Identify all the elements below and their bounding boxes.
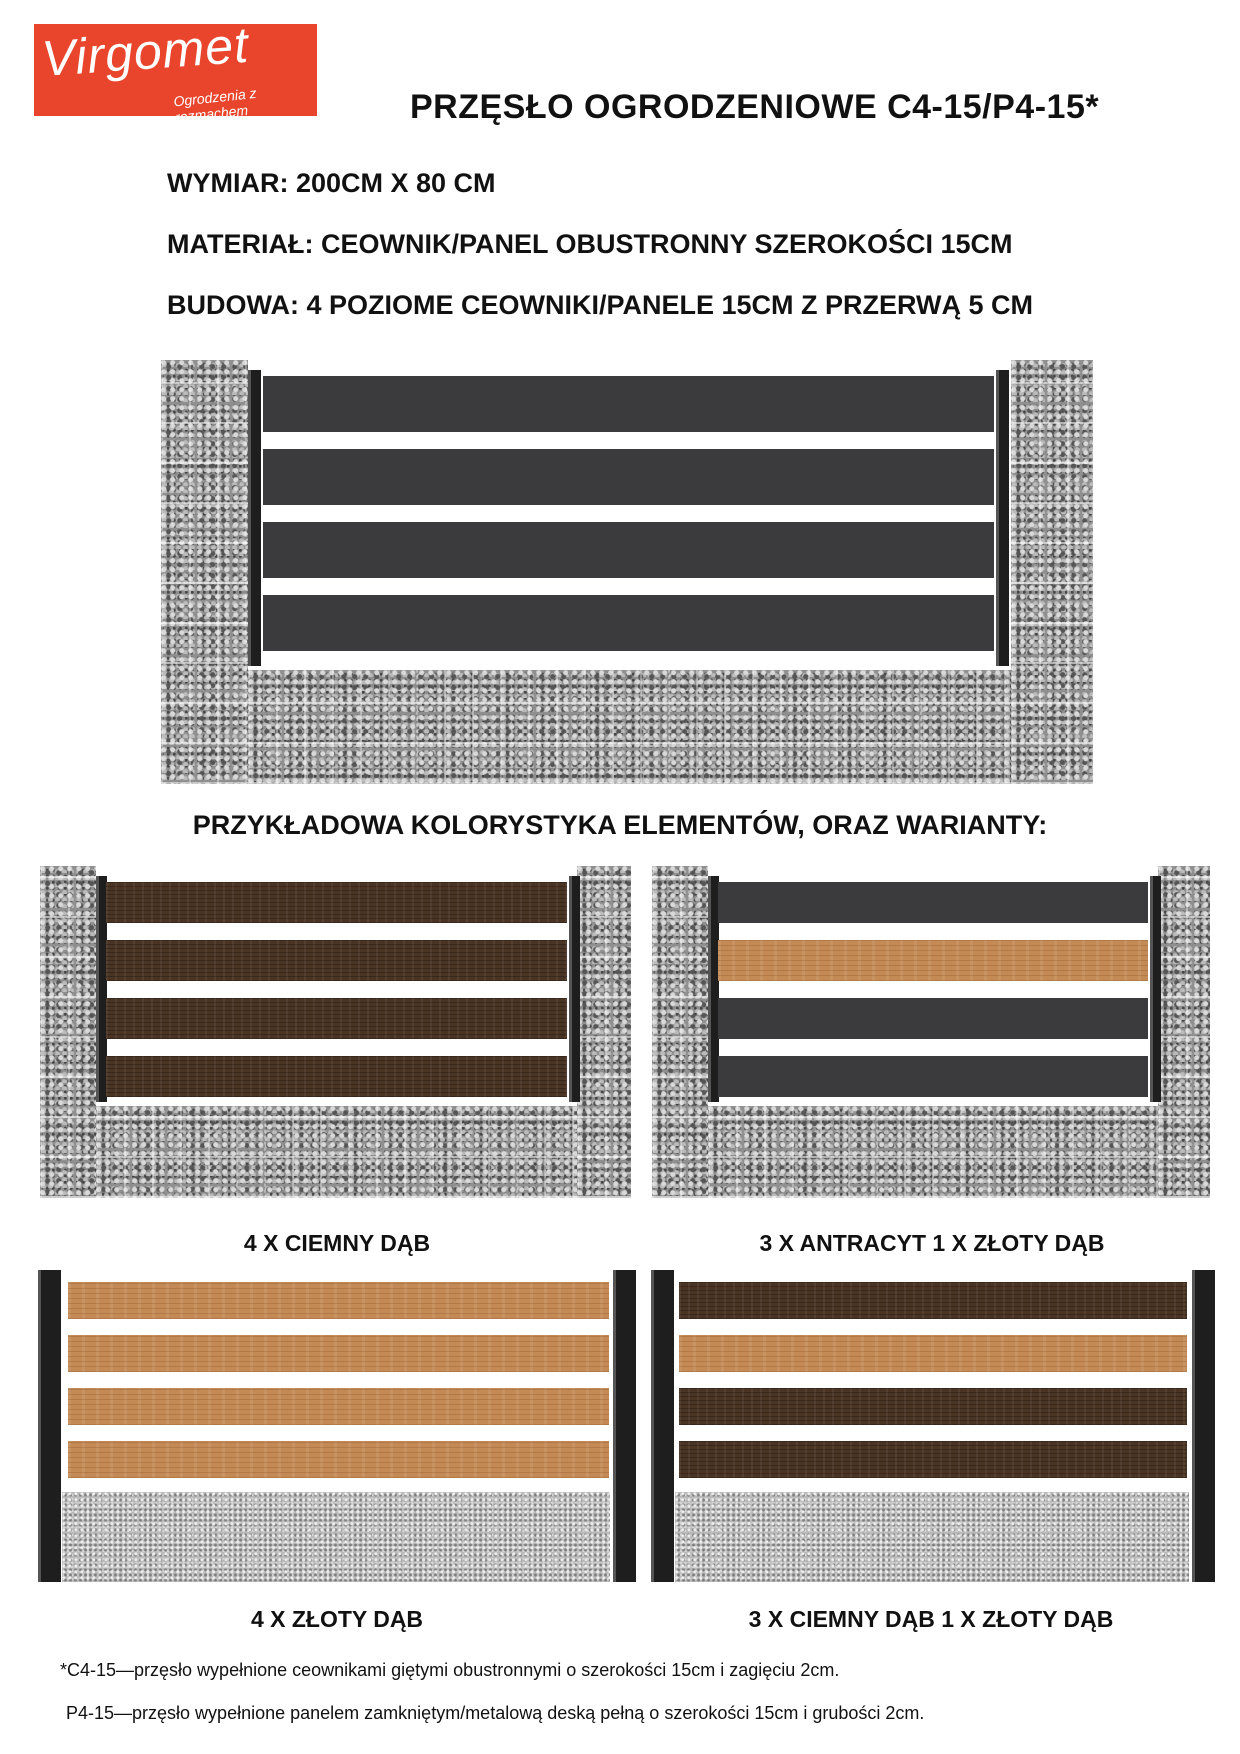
logo-name: Virgomet <box>40 16 251 88</box>
base-wall <box>675 1492 1189 1582</box>
variant-fence-2 <box>652 866 1210 1198</box>
base-wall <box>248 670 1011 784</box>
spec-material: MATERIAŁ: CEOWNIK/PANEL OBUSTRONNY SZEROKOŚCI 15CM <box>167 229 1013 259</box>
page-title: PRZĘSŁO OGRODZENIOWE C4-15/P4-15* <box>410 88 1100 126</box>
variant-caption-3: 4 X ZŁOTY DĄB <box>250 1606 424 1632</box>
base-wall <box>708 1106 1158 1198</box>
right-post <box>1192 1270 1215 1582</box>
right-post <box>1150 876 1161 1102</box>
right-pillar <box>1011 360 1093 784</box>
right-pillar <box>1158 866 1210 1198</box>
variant-fence-1 <box>40 866 631 1198</box>
footnote-c4-15: *C4-15—przęsło wypełnione ceownikami giętymi obustronnymi o szerokości 15cm i zagięciu 2cm. <box>60 1660 840 1680</box>
fence-board-4 <box>679 1441 1187 1478</box>
fence-board-1 <box>263 376 994 432</box>
variant-caption-2: 3 X ANTRACYT 1 X ZŁOTY DĄB <box>759 1230 1105 1256</box>
fence-board-4 <box>68 1441 609 1478</box>
fence-board-1 <box>106 882 567 923</box>
fence-board-2 <box>263 449 994 505</box>
fence-board-4 <box>263 595 994 651</box>
fence-board-3 <box>106 998 567 1039</box>
right-pillar <box>577 866 631 1198</box>
base-wall <box>96 1106 577 1198</box>
fence-board-1 <box>718 882 1148 923</box>
variants-heading: PRZYKŁADOWA KOLORYSTYKA ELEMENTÓW, ORAZ WARIANTY: <box>192 810 1048 840</box>
variant-fence-3 <box>38 1270 633 1582</box>
variant-fence-4 <box>651 1270 1212 1582</box>
left-pillar <box>40 866 96 1198</box>
left-pillar <box>652 866 708 1198</box>
right-post <box>613 1270 636 1582</box>
right-post <box>569 876 580 1102</box>
base-wall <box>62 1492 610 1582</box>
spec-construction: BUDOWA: 4 POZIOME CEOWNIKI/PANELE 15CM Z PRZERWĄ 5 CM <box>167 290 1034 320</box>
left-pillar <box>161 360 248 784</box>
fence-board-2 <box>718 940 1148 981</box>
fence-board-3 <box>68 1388 609 1425</box>
right-post <box>996 370 1009 666</box>
left-post <box>38 1270 61 1582</box>
fence-board-2 <box>679 1335 1187 1372</box>
logo <box>34 16 317 126</box>
fence-board-3 <box>718 998 1148 1039</box>
left-post <box>651 1270 674 1582</box>
footnote-p4-15: P4-15—przęsło wypełnione panelem zamkniętym/metalową deską pełną o szerokości 15cm i grubości 2cm. <box>66 1703 925 1723</box>
fence-board-2 <box>68 1335 609 1372</box>
variant-caption-4: 3 X CIEMNY DĄB 1 X ZŁOTY DĄB <box>748 1606 1114 1632</box>
logo-tagline: Ogrodzenia z rozmachem <box>172 84 258 126</box>
fence-board-1 <box>679 1282 1187 1319</box>
left-post <box>248 370 261 666</box>
spec-dimension: WYMIAR: 200CM X 80 CM <box>167 168 496 198</box>
fence-board-1 <box>68 1282 609 1319</box>
fence-board-4 <box>718 1056 1148 1097</box>
fence-board-2 <box>106 940 567 981</box>
main-fence-illustration <box>161 360 1093 784</box>
fence-board-3 <box>679 1388 1187 1425</box>
fence-board-3 <box>263 522 994 578</box>
fence-board-4 <box>106 1056 567 1097</box>
variant-caption-1: 4 X CIEMNY DĄB <box>243 1230 431 1256</box>
